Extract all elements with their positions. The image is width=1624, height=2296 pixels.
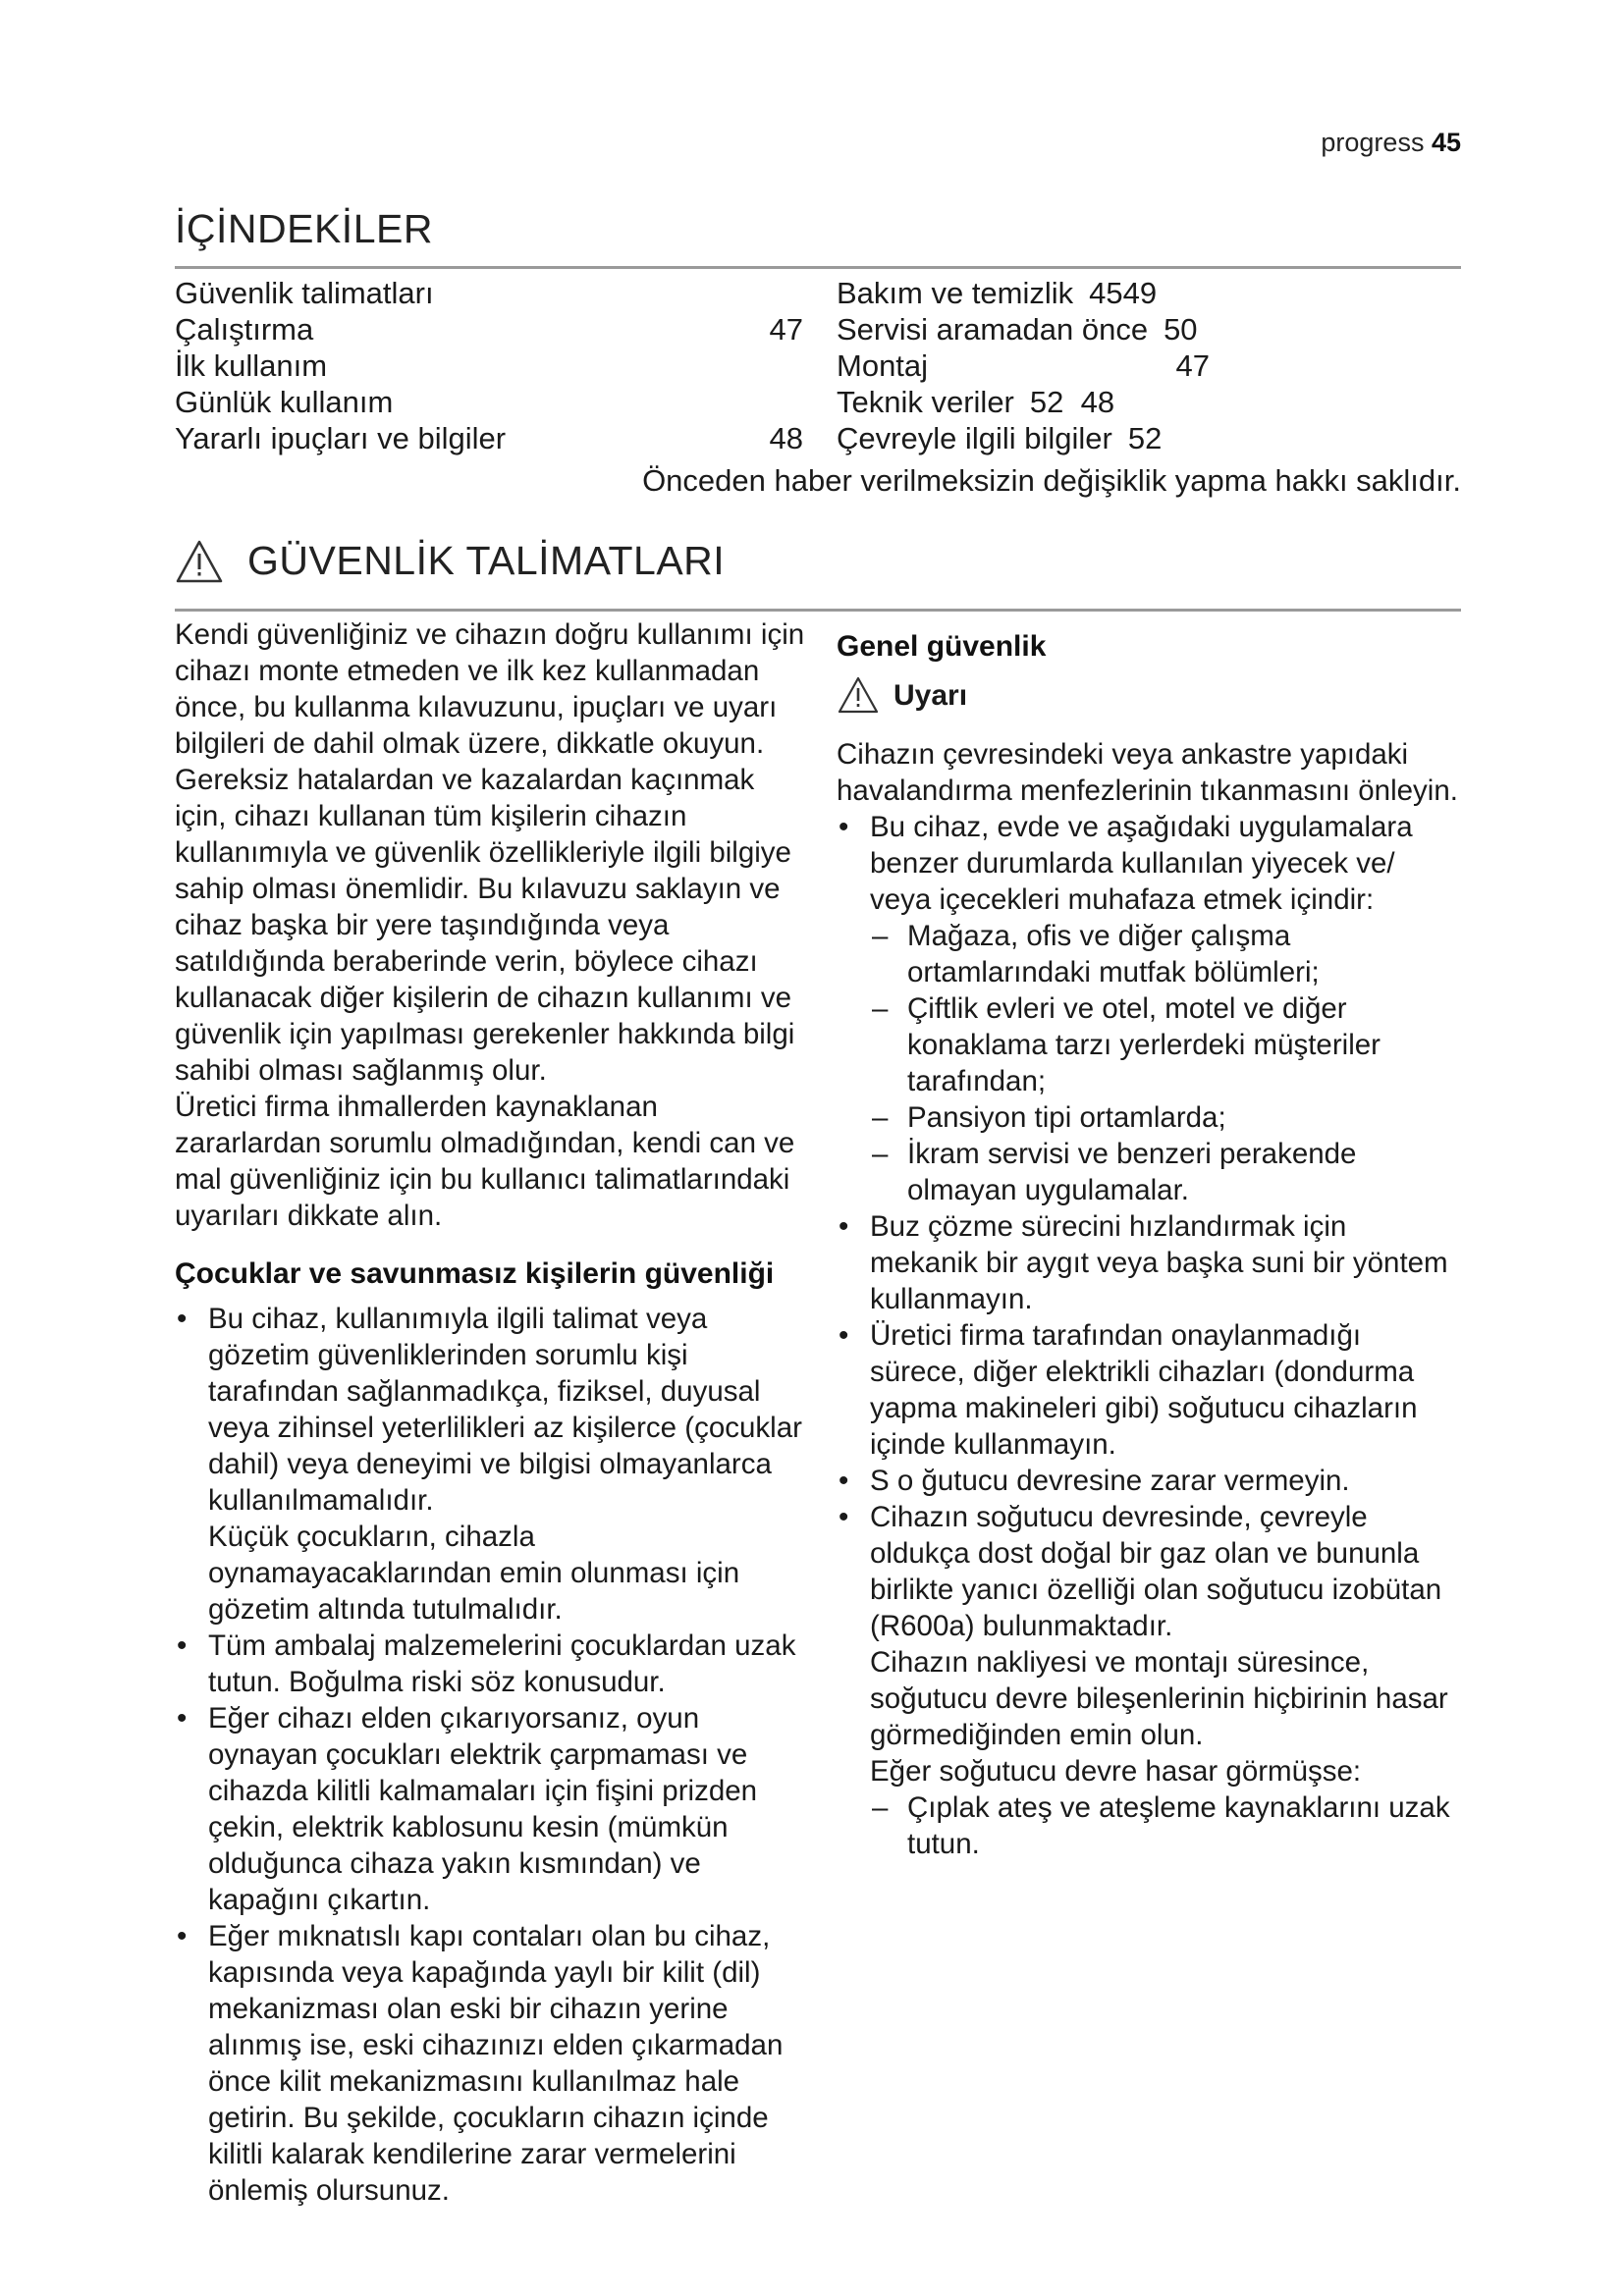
warning-label: Uyarı (893, 678, 968, 712)
list-item: • Eğer cihazı elden çıkarıyorsanız, oyun oynayan çocukları elektrik çarpmaması ve cihazda kilitli kalmamaları için fişini prizden çekin, elektrik kablosunu kesin (mümkün olduğunca cihaza yakın kısmından) ve kapağını çıkartın. (175, 1700, 805, 1918)
list-item: • S o ğutucu devresine zarar vermeyin. (837, 1463, 1461, 1499)
list-item: • Bu cihaz, kullanımıyla ilgili talimat veya gözetim güvenliklerinden sorumlu kişi tarafından sağlanmadıkça, fiziksel, duyusal veya zihinsel yeterlilikleri az kişilerce (çocuklar dahil) veya deneyimi ve bilgisi olmayanlarca kullanılmamalıdır. Küçük çocukların, cihazla oynamayacaklarından emin olunması için gözetim altında tutulmalıdır. (175, 1301, 805, 1628)
intro-paragraph: Üretici firma ihmallerden kaynaklanan zararlardan sorumlu olmadığından, kendi can ve mal güvenliğiniz için bu kullanıcı talimatlarındaki uyarıları dikkate alın. (175, 1091, 795, 1232)
section-divider (175, 609, 1461, 612)
toc-entry[interactable]: Bakım ve temizlik 4549 (837, 276, 1158, 310)
list-item: • Üretici firma tarafından onaylanmadığı sürece, diğer elektrikli cihazları (dondurma yapma makineleri gibi) soğutucu cihazların içinde kullanmayın. (837, 1317, 1461, 1463)
toc-entry[interactable]: Çevreyle ilgili bilgiler 52 (837, 421, 1163, 455)
list-item: • Tüm ambalaj malzemelerini çocuklardan uzak tutun. Boğulma riski söz konusudur. (175, 1628, 805, 1700)
toc-entry[interactable]: Güvenlik talimatları (175, 276, 434, 310)
right-text-column (837, 616, 1461, 1862)
general-safety-heading: Genel güvenlik (837, 630, 1047, 663)
toc-entry[interactable]: Günlük kullanım (175, 385, 394, 419)
warning-triangle-icon (175, 539, 224, 584)
toc-title: İÇİNDEKİLER (175, 206, 433, 251)
list-item: • Cihazın soğutucu devresinde, çevreyle oldukça dost doğal bir gaz olan ve bununla birlikte yanıcı özelliği olan soğutucu izobütan (R600a) bulunmaktadır. Cihazın nakliyesi ve montajı süresince, soğutucu devre bileşenlerinin hiçbirinin hasar görmediğinden emin olun. Eğer soğutucu devre hasar görmüşse: – Çıplak ateş ve ateşleme kaynaklarını uzak tutun. (837, 1499, 1461, 1862)
list-item: • Eğer mıknatıslı kapı contaları olan bu cihaz, kapısında veya kapağında yaylı bir kilit (dil) mekanizması olan eski bir cihazın yerine alınmış ise, eski cihazınızı elden çıkarmadan önce kilit mekanizmasını kullanılmaz hale getirin. Bu şekilde, çocukların cihazın içinde kilitli kalarak kendilerine zarar vermelerini önlemiş olursunuz. (175, 1918, 805, 2209)
sublist-item: – Çiftlik evleri ve otel, motel ve diğer konaklama tarzı yerlerdeki müşteriler tarafından; (870, 990, 1461, 1099)
page-header (1321, 128, 1461, 158)
brand-name: progress (1321, 128, 1425, 157)
toc-divider (175, 266, 1461, 269)
toc-entry[interactable]: Yararlı ipuçları ve bilgiler 48 (175, 421, 803, 455)
list-item: • Buz çözme sürecini hızlandırmak için mekanik bir aygıt veya başka suni bir yöntem kullanmayın. (837, 1208, 1461, 1317)
section-heading (175, 538, 725, 584)
page-number: 45 (1431, 128, 1461, 157)
toc-left-column (175, 275, 803, 456)
toc-right-column (837, 275, 1298, 456)
general-safety-list (837, 809, 1461, 1862)
usage-sublist (870, 918, 1461, 1208)
section-title: GÜVENLİK TALİMATLARI (247, 538, 726, 583)
toc-entry[interactable]: Montaj 47 (837, 348, 1210, 383)
sublist-item: – Mağaza, ofis ve diğer çalışma ortamlarındaki mutfak bölümleri; (870, 918, 1461, 990)
disclaimer-note: Önceden haber verilmeksizin değişiklik yapma hakkı saklıdır. (642, 463, 1461, 498)
left-text-column (175, 616, 805, 2209)
toc-entry[interactable]: Servisi aramadan önce 50 (837, 312, 1198, 347)
toc-entry[interactable]: Teknik veriler 52 48 (837, 385, 1115, 419)
sublist-item: – Çıplak ateş ve ateşleme kaynaklarını uzak tutun. (870, 1789, 1461, 1862)
sublist-item: – İkram servisi ve benzeri perakende olmayan uygulamalar. (870, 1136, 1461, 1208)
warning-text: Cihazın çevresindeki veya ankastre yapıdaki havalandırma menfezlerinin tıkanmasını önleyin. (837, 738, 1458, 807)
list-item-note: Cihazın nakliyesi ve montajı süresince, soğutucu devre bileşenlerinin hiçbirinin hasar görmediğinden emin olun. (870, 1646, 1448, 1751)
list-item-note: Eğer soğutucu devre hasar görmüşse: (870, 1755, 1362, 1788)
intro-paragraph: Kendi güvenliğiniz ve cihazın doğru kullanımı için cihazı monte etmeden ve ilk kez kullanmadan önce, bu kullanma kılavuzunu, ipuçları ve uyarı bilgileri de dahil olmak üzere, dikkatle okuyun. Gereksiz hatalardan ve kazalardan kaçınmak için, cihazı kullanan tüm kişilerin cihazın kullanımıyla ve güvenlik özellikleriyle ilgili bilgiye sahip olması önemlidir. Bu kılavuzu saklayın ve cihaz başka bir yere taşındığında veya satıldığında beraberinde verin, böylece cihazı kullanacak diğer kişilerin de cihazın kullanımı ve güvenlik için yapılması gerekenler hakkında bilgi sahibi olması sağlanmış olur. (175, 618, 805, 1087)
toc-entry[interactable]: Çalıştırma 47 (175, 312, 803, 347)
children-safety-heading: Çocuklar ve savunmasız kişilerin güvenliği (175, 1257, 775, 1290)
warning-triangle-icon (837, 675, 880, 715)
toc-entry[interactable]: İlk kullanım (175, 348, 328, 383)
list-item-note: Küçük çocukların, cihazla oynamayacaklarından emin olunması için gözetim altında tutulmalıdır. (208, 1521, 740, 1626)
children-safety-list (175, 1301, 805, 2209)
warning-callout (837, 675, 1461, 715)
list-item: • Bu cihaz, evde ve aşağıdaki uygulamalara benzer durumlarda kullanılan yiyecek ve/ veya içecekleri muhafaza etmek içindir: – Mağaza, ofis ve diğer çalışma ortamlarındaki mutfak bölümleri; – Çiftlik evleri ve otel, motel ve diğer konaklama tarzı yerlerdeki müşteriler tarafından; – Pansiyon tipi ortamlarda; – İkram servisi ve benzeri perakende olmayan uygulamalar. (837, 809, 1461, 1208)
damage-sublist (870, 1789, 1461, 1862)
sublist-item: – Pansiyon tipi ortamlarda; (870, 1099, 1461, 1136)
